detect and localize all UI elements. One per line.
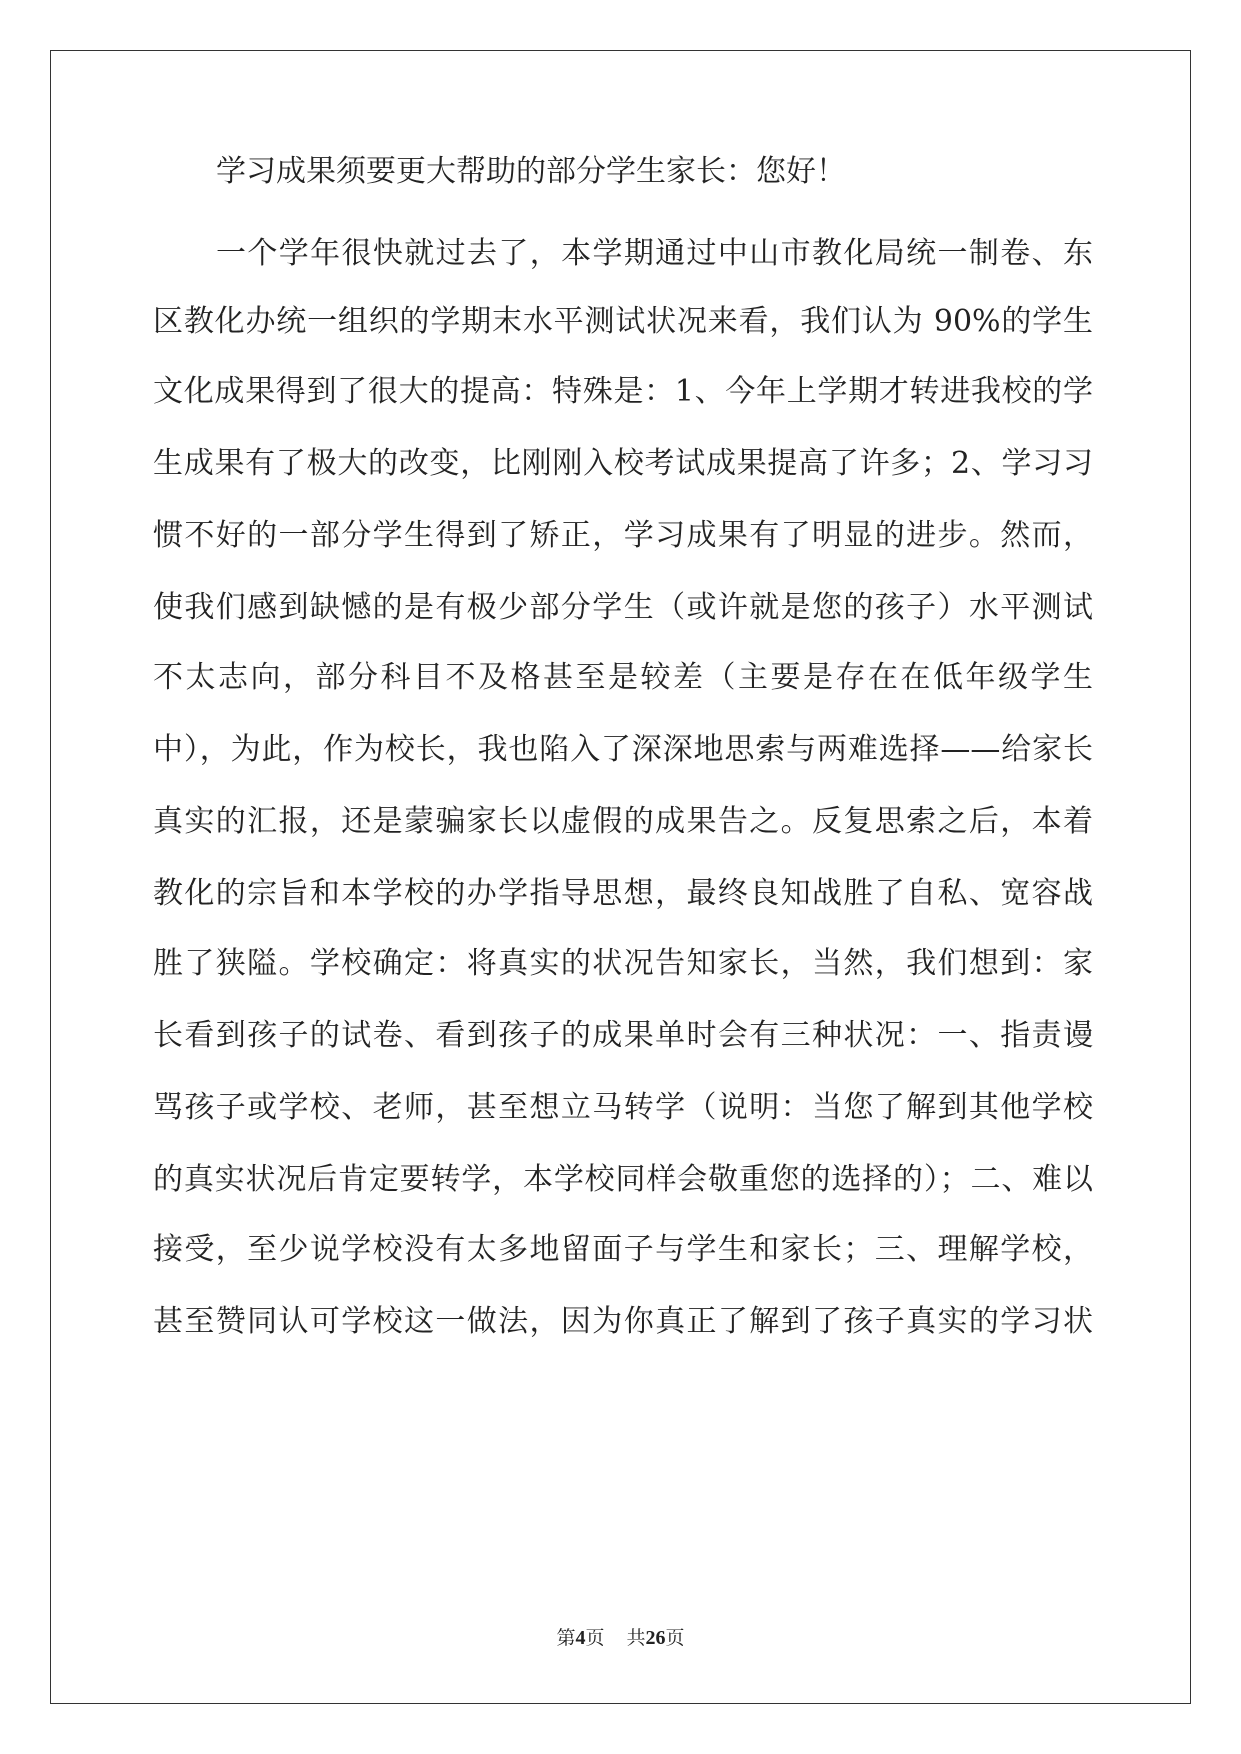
page-number-suffix: 页 bbox=[585, 1627, 605, 1649]
body-line: 惯不好的一部分学生得到了矫正，学习成果有了明显的进步。然而， bbox=[153, 518, 1093, 553]
page-number: 4 bbox=[575, 1627, 586, 1649]
body-line: 骂孩子或学校、老师，甚至想立马转学（说明：当您了解到其他学校 bbox=[153, 1090, 1093, 1125]
body-line: 胜了狭隘。学校确定：将真实的状况告知家长，当然，我们想到：家 bbox=[153, 946, 1093, 981]
total-pages-suffix: 页 bbox=[665, 1627, 685, 1649]
page-footer bbox=[0, 1626, 1241, 1650]
body-line: 教化的宗旨和本学校的办学指导思想，最终良知战胜了自私、宽容战 bbox=[153, 876, 1093, 911]
body-line: 接受，至少说学校没有太多地留面子与学生和家长；三、理解学校， bbox=[153, 1232, 1093, 1267]
body-line: 甚至赞同认可学校这一做法，因为你真正了解到了孩子真实的学习状 bbox=[153, 1304, 1093, 1339]
body-line: 中），为此，作为校长，我也陷入了深深地思索与两难选择——给家长 bbox=[153, 732, 1093, 767]
total-pages: 26 bbox=[645, 1627, 666, 1649]
body-line: 不太志向，部分科目不及格甚至是较差（主要是存在在低年级学生 bbox=[153, 660, 1093, 695]
body-line: 真实的汇报，还是蒙骗家长以虚假的成果告之。反复思索之后，本着 bbox=[153, 804, 1093, 839]
total-pages-prefix: 共 bbox=[626, 1627, 646, 1649]
body-line: 的真实状况后肯定要转学，本学校同样会敬重您的选择的）；二、难以 bbox=[153, 1162, 1093, 1197]
page-number-prefix: 第 bbox=[556, 1627, 576, 1649]
salutation-line: 学习成果须要更大帮助的部分学生家长：您好！ bbox=[216, 154, 846, 189]
body-line: 生成果有了极大的改变，比刚刚入校考试成果提高了许多；2、学习习 bbox=[153, 446, 1093, 481]
body-line: 文化成果得到了很大的提高：特殊是：1、今年上学期才转进我校的学 bbox=[153, 374, 1093, 409]
body-line: 一个学年很快就过去了，本学期通过中山市教化局统一制卷、东 bbox=[216, 236, 1093, 271]
body-line: 长看到孩子的试卷、看到孩子的成果单时会有三种状况：一、指责谩 bbox=[153, 1018, 1093, 1053]
body-line: 使我们感到缺憾的是有极少部分学生（或许就是您的孩子）水平测试 bbox=[153, 590, 1093, 625]
body-line: 区教化办统一组织的学期末水平测试状况来看，我们认为 90%的学生 bbox=[153, 304, 1093, 339]
